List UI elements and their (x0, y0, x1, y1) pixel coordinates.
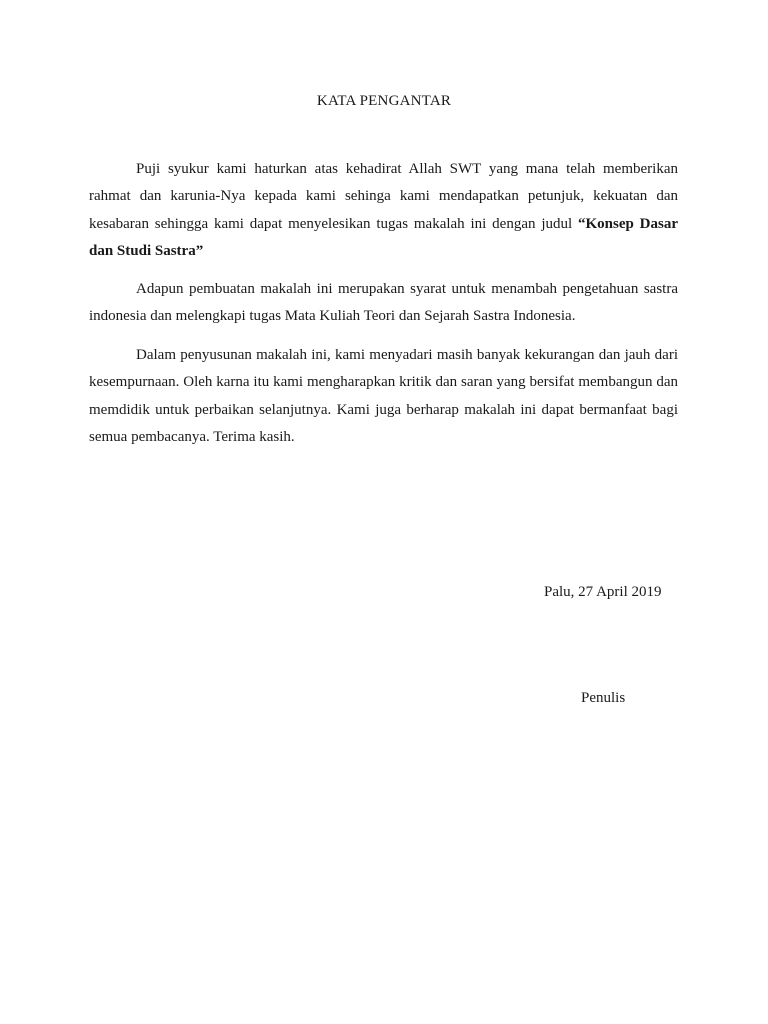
paragraph-purpose (89, 276, 678, 331)
paragraph-closing (89, 342, 678, 451)
signer-label: Penulis (581, 690, 626, 706)
paragraph-intro-text: Puji syukur kami haturkan atas kehadirat Allah SWT yang mana telah memberikan rahmat dan karunia-Nya kepada kami sehinga kami mendapatkan petunjuk, kekuatan dan kesabaran sehingga kami dapat menyelesikan tugas makalah ini dengan judul (89, 161, 678, 232)
paragraph-intro (89, 156, 678, 265)
page-title: KATA PENGANTAR (316, 93, 452, 109)
place-and-date: Palu, 27 April 2019 (544, 584, 662, 600)
paragraph-purpose-text: Adapun pembuatan makalah ini merupakan syarat untuk menambah pengetahuan sastra indonesia dan melengkapi tugas Mata Kuliah Teori dan Sejarah Sastra Indonesia. (89, 281, 678, 325)
paragraph-closing-text: Dalam penyusunan makalah ini, kami menyadari masih banyak kekurangan dan jauh dari kesempurnaan. Oleh karna itu kami mengharapkan kritik dan saran yang bersifat membangun dan memdidik untuk perbaikan selanjutnya. Kami juga berharap makalah ini dapat bermanfaat bagi semua pembacanya. Terima kasih. (89, 347, 678, 445)
makalah-title: “Konsep Dasar dan Studi Sastra” (89, 215, 678, 259)
